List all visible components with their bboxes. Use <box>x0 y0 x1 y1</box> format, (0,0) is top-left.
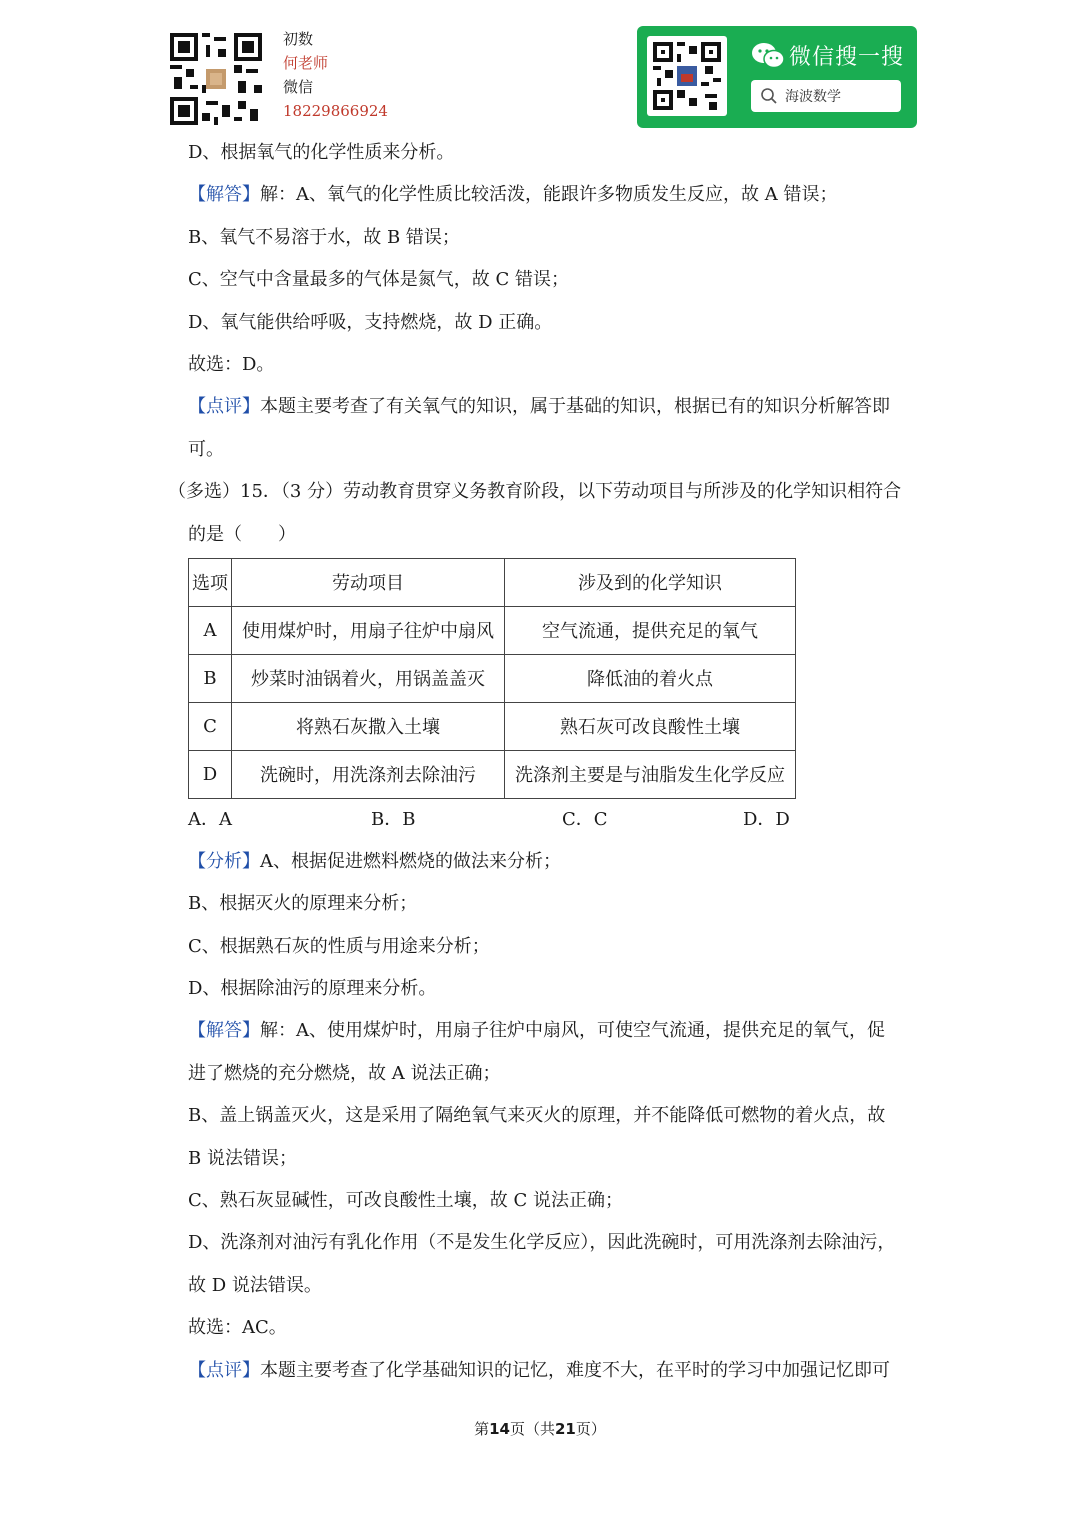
table-cell: 洗碗时，用洗涤剂去除油污 <box>232 750 505 798</box>
contact-wechat-label: 微信 <box>283 78 314 96</box>
header-qr-code <box>170 33 262 125</box>
table-row <box>189 702 796 750</box>
comment-tag: 【点评】 <box>188 396 260 418</box>
table-header: 选项 <box>189 558 232 606</box>
search-icon <box>760 87 778 105</box>
choice-b: B．B <box>371 808 416 830</box>
text-line: D、洗涤剂对油污有乳化作用（不是发生化学反应），因此洗碗时，可用洗涤剂去除油污， <box>188 1232 896 1254</box>
table-cell: C <box>189 702 232 750</box>
table-row <box>189 750 796 798</box>
choice-c: C．C <box>562 808 608 830</box>
comment-tag: 【点评】 <box>188 1359 260 1381</box>
analysis-tag: 【分析】 <box>188 850 260 872</box>
text-line: 进了燃烧的充分燃烧，故 A 说法正确； <box>188 1062 501 1084</box>
table-cell: A <box>189 606 232 654</box>
table-cell: D <box>189 750 232 798</box>
page-footer: 第14页（共21页） <box>474 1420 606 1438</box>
text-line: D、氧气能供给呼吸，支持燃烧，故 D 正确。 <box>188 311 553 333</box>
contact-info <box>283 27 388 123</box>
table-cell: B <box>189 654 232 702</box>
text-line: 【分析】A、根据促进燃料燃烧的做法来分析； <box>188 850 561 872</box>
text-line: C、根据熟石灰的性质与用途来分析； <box>188 935 490 957</box>
contact-subject: 初数 <box>283 30 314 48</box>
text-line: 可。 <box>188 438 224 460</box>
text-line: 【点评】本题主要考查了化学基础知识的记忆，难度不大，在平时的学习中加强记忆即可 <box>188 1359 890 1381</box>
text-line: B、盖上锅盖灭火，这是采用了隔绝氧气来灭火的原理，并不能降低可燃物的着火点，故 <box>188 1105 886 1127</box>
text-line: 【点评】本题主要考查了有关氧气的知识，属于基础的知识，根据已有的知识分析解答即 <box>188 396 890 418</box>
wechat-search-icon <box>751 42 785 70</box>
text-line: 【解答】解：A、使用煤炉时，用扇子往炉中扇风，可使空气流通，提供充足的氧气，促 <box>188 1020 885 1042</box>
table-header: 涉及到的化学知识 <box>505 558 796 606</box>
promo-search-box[interactable] <box>751 80 901 112</box>
page-number: 14 <box>489 1420 510 1438</box>
text-line: B、氧气不易溶于水，故 B 错误； <box>188 226 460 248</box>
question-stem-cont: 的是（ ） <box>188 523 296 545</box>
wechat-search-banner[interactable] <box>637 26 917 128</box>
table-cell: 洗涤剂主要是与油脂发生化学反应 <box>505 750 796 798</box>
question-stem: （多选）15．（3 分）劳动教育贯穿义务教育阶段，以下劳动项目与所涉及的化学知识相符合 <box>168 481 902 503</box>
table-cell: 将熟石灰撒入土壤 <box>232 702 505 750</box>
table-cell: 空气流通，提供充足的氧气 <box>505 606 796 654</box>
table-header: 劳动项目 <box>232 558 505 606</box>
page-total: 21 <box>555 1420 576 1438</box>
promo-search-text: 海波数学 <box>785 89 841 105</box>
text-line: 故选：AC。 <box>188 1317 287 1339</box>
text-line: C、熟石灰显碱性，可改良酸性土壤，故 C 说法正确； <box>188 1190 623 1212</box>
text-line: 【解答】解：A、氧气的化学性质比较活泼，能跟许多物质发生反应，故 A 错误； <box>188 184 838 206</box>
table-row <box>189 606 796 654</box>
answer-choices <box>188 799 923 841</box>
solution-tag: 【解答】 <box>188 1020 260 1042</box>
text-line: B 说法错误； <box>188 1147 297 1169</box>
table-cell: 炒菜时油锅着火，用锅盖盖灭 <box>232 654 505 702</box>
text-line: B、根据灭火的原理来分析； <box>188 893 418 915</box>
text-line: 故选：D。 <box>188 353 275 375</box>
table-cell: 熟石灰可改良酸性土壤 <box>505 702 796 750</box>
solution-tag: 【解答】 <box>188 184 260 206</box>
text-line: C、空气中含量最多的气体是氮气，故 C 错误； <box>188 269 569 291</box>
choice-a: A．A <box>188 808 232 830</box>
contact-teacher: 何老师 <box>283 54 329 72</box>
table-row <box>189 654 796 702</box>
table-cell: 降低油的着火点 <box>505 654 796 702</box>
table-cell: 使用煤炉时，用扇子往炉中扇风 <box>232 606 505 654</box>
choice-d: D．D <box>743 808 790 830</box>
promo-title: 微信搜一搜 <box>789 45 905 70</box>
promo-qr-code <box>647 36 727 116</box>
contact-phone: 18229866924 <box>283 102 388 120</box>
page-content <box>168 132 923 1392</box>
text-line: 故 D 说法错误。 <box>188 1274 322 1296</box>
options-table <box>188 558 796 799</box>
text-line: D、根据除油污的原理来分析。 <box>188 978 437 1000</box>
text-line: D、根据氧气的化学性质来分析。 <box>188 142 455 163</box>
table-header-row <box>189 558 796 606</box>
